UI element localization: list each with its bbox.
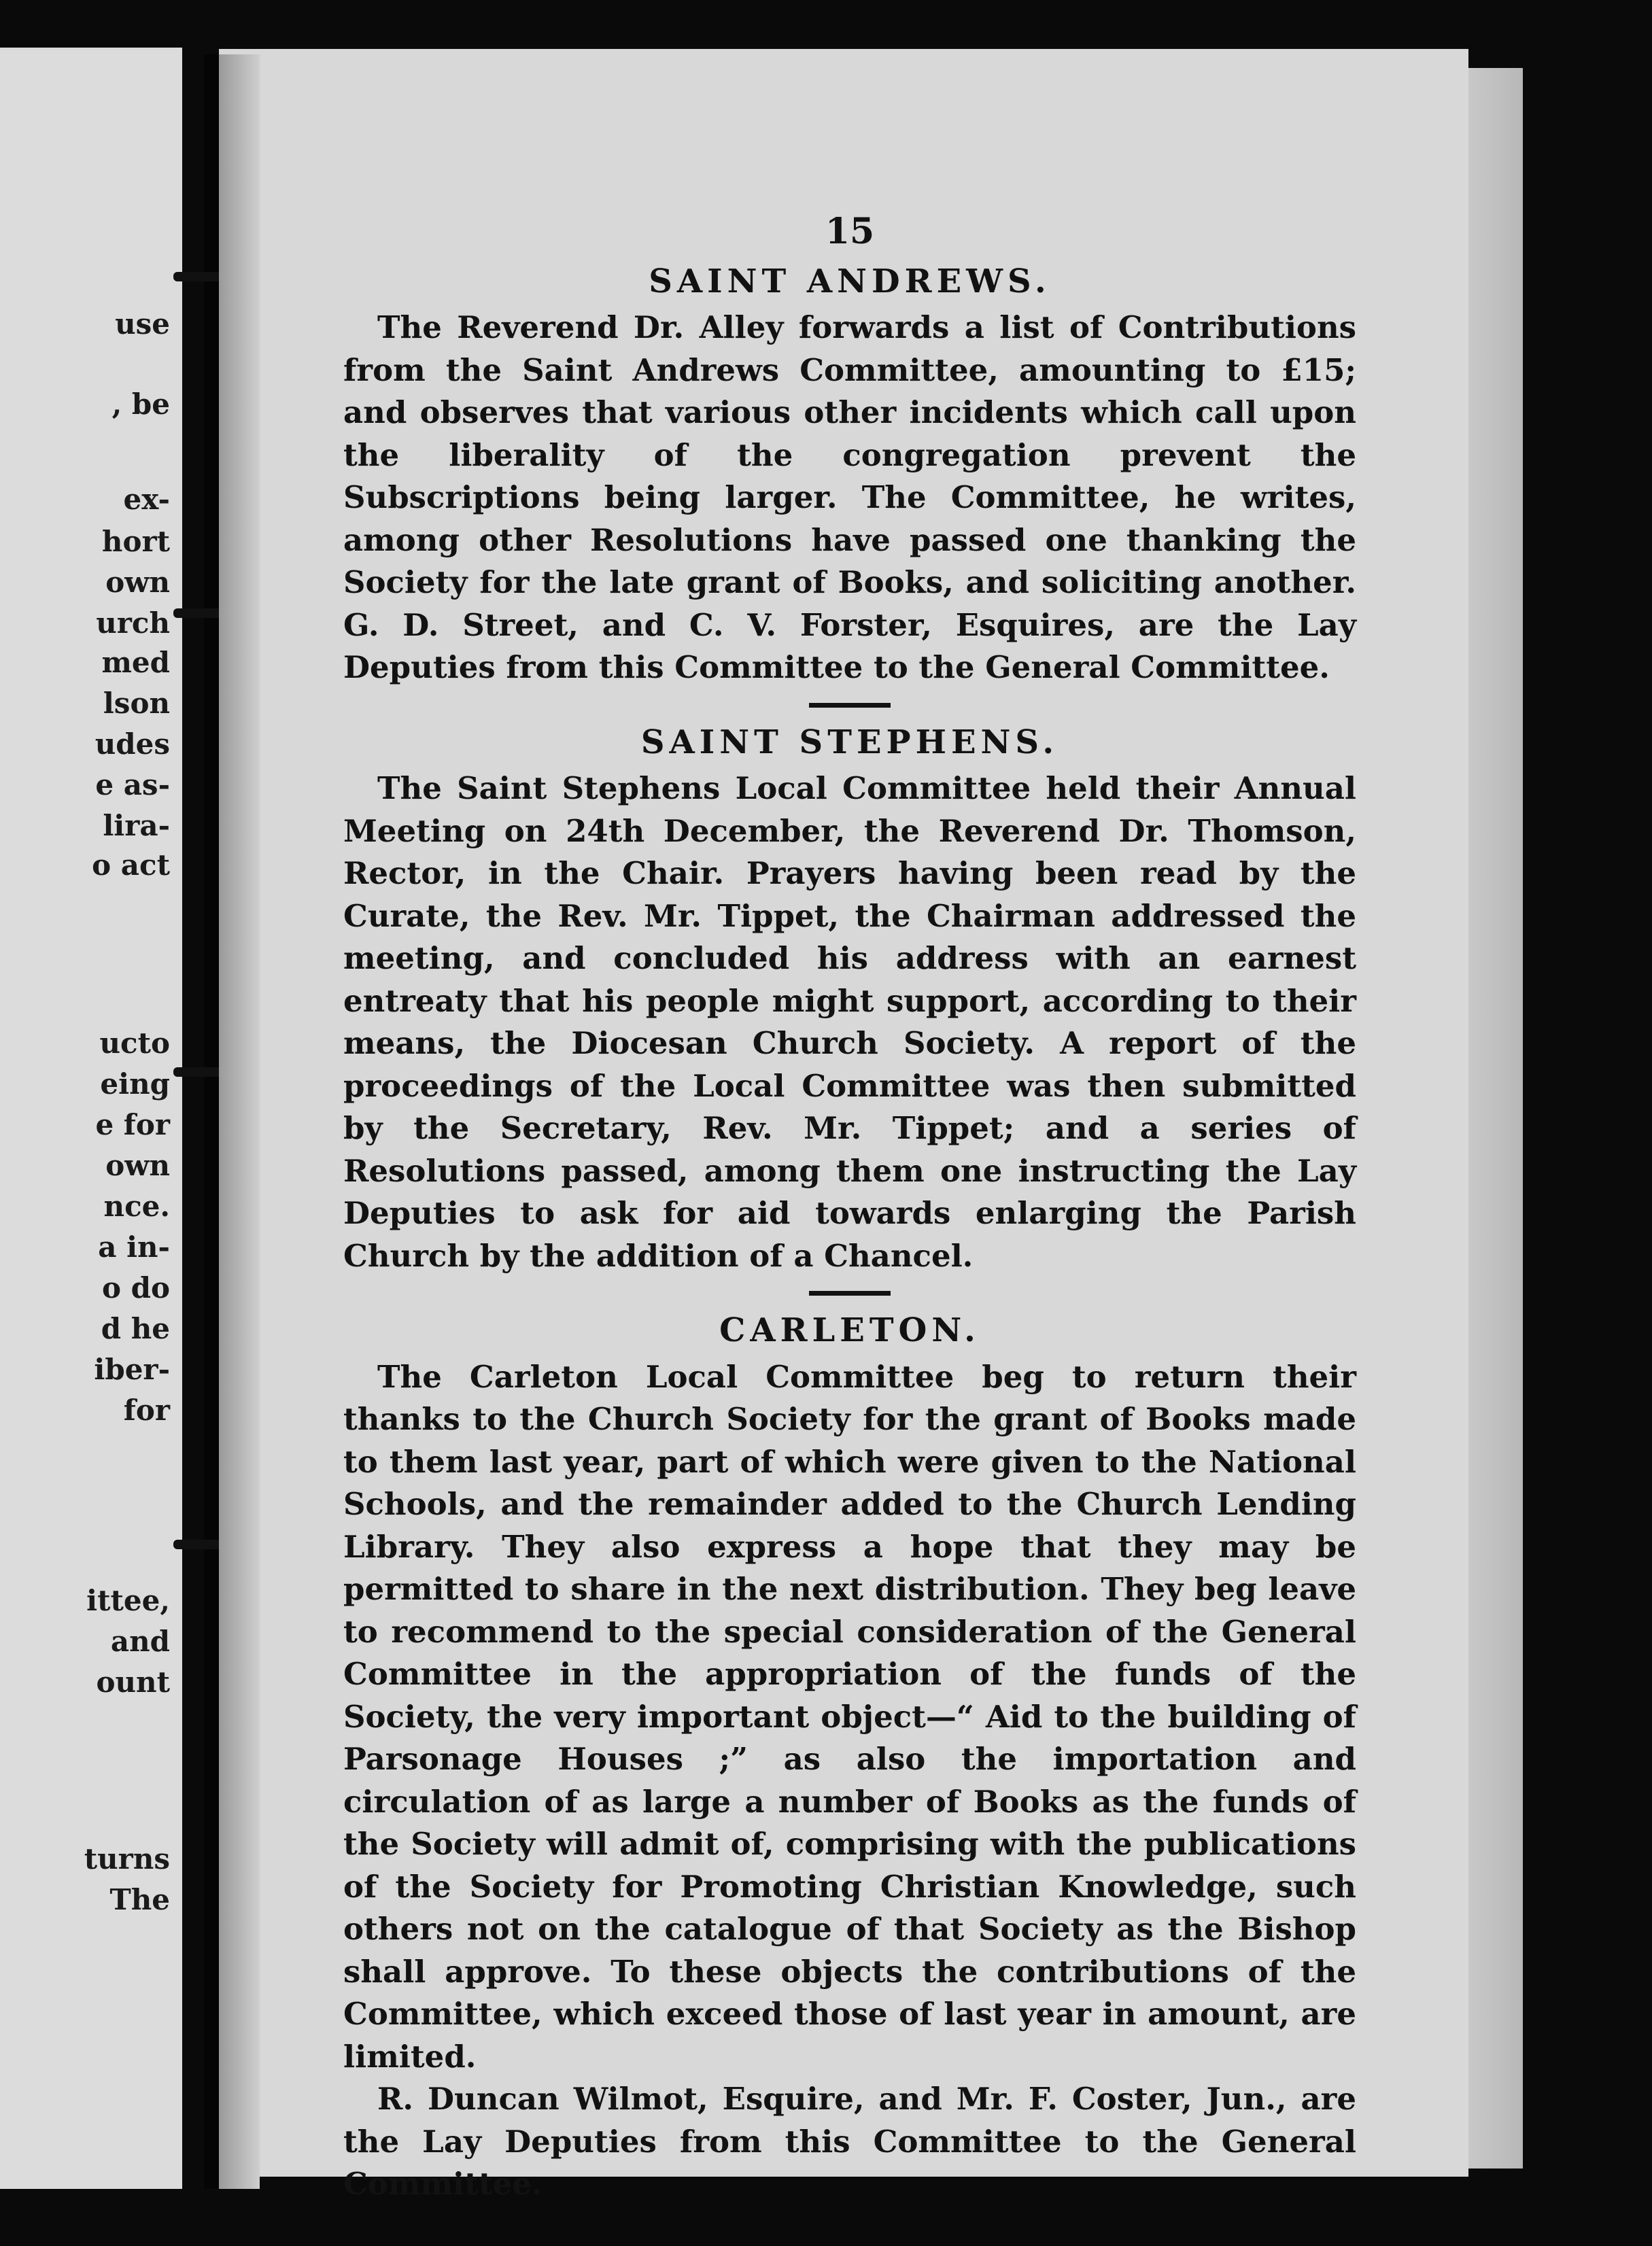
page-edge — [1468, 68, 1523, 2169]
section-divider — [809, 1291, 891, 1296]
left-fragment: e for — [95, 1108, 170, 1141]
left-page-margin — [0, 48, 182, 2189]
left-fragment: o act — [92, 848, 170, 882]
left-fragment: , be — [111, 387, 170, 421]
left-fragment: nce. — [103, 1190, 170, 1223]
gutter-shadow — [219, 54, 260, 2189]
left-fragment: iber- — [94, 1353, 170, 1386]
section-heading-saint-andrews: SAINT ANDREWS. — [649, 262, 1051, 300]
section-paragraph: The Reverend Dr. Alley forwards a list of Contributions from the Saint Andrews Committee, amounting to £15; and observes that various other incidents which call upon the liberality of the congregation prevent the Subscriptions being larger. The Committee, he writes, among other Resolutions have passed one thanking the Society for the late grant of Books, and soliciting another. G. D. Street, and C. V. Forster, Esquires, are the Lay Deputies from this Committee to the General Committee. — [343, 309, 1356, 685]
page-text — [343, 211, 1356, 2206]
left-fragment: lson — [103, 687, 170, 720]
left-fragment: The — [109, 1883, 170, 1916]
left-fragment: hort — [101, 525, 170, 558]
left-page-text-fragments — [0, 48, 182, 2189]
left-fragment: ount — [96, 1665, 170, 1699]
left-fragment: ittee, — [86, 1584, 170, 1617]
left-fragment: and — [110, 1625, 170, 1658]
left-fragment: d he — [101, 1312, 170, 1345]
left-fragment: own — [105, 566, 170, 599]
left-fragment: e as- — [95, 768, 170, 801]
section-paragraph: The Saint Stephens Local Committee held their Annual Meeting on 24th December, the Reverend Dr. Thomson, Rector, in the Chair. Prayers having been read by the Curate, the Rev. Mr. Tippet, the Chairman addressed the meeting, and concluded his address with an earnest entreaty that his people might support, according to their means, the Diocesan Church Society. A report of the proceedings of the Local Committee was then submitted by the Secretary, Rev. Mr. Tippet; and a series of Resolutions passed, among them one instructing the Lay Deputies to ask for aid towards enlarging the Parish Church by the addition of a Chancel. — [343, 770, 1356, 1274]
left-fragment: own — [105, 1149, 170, 1182]
page-number: 15 — [825, 211, 875, 252]
left-fragment: a in- — [98, 1230, 170, 1264]
section-paragraph: The Carleton Local Committee beg to return their thanks to the Church Society for the grant of Books made to them last year, part of which were given to the National Schools, and the remainder added to the Church Lending Library. They also express a hope that they may be permitted to share in the next distribution. They beg leave to recommend to the special consideration of the General Committee in the appropriation of the funds of the Society, the very important object—“ Aid to the building of Parsonage Houses ;” as also the importation and circulation of as large a number of Books as the funds of the Society will admit of, comprising with the publications of the Society for Promoting Christian Knowledge, such others not on the catalogue of that Society as the Bishop shall approve. To these objects the contributions of the Committee, which exceed those of last year in amount, are limited. — [343, 1358, 1356, 2075]
left-fragment: ucto — [99, 1026, 170, 1060]
left-fragment: for — [123, 1394, 170, 1427]
left-fragment: ex- — [123, 483, 170, 516]
section-divider — [809, 703, 891, 708]
section-heading-carleton: CARLETON. — [719, 1311, 980, 1349]
left-fragment: udes — [94, 727, 170, 761]
left-fragment: eing — [100, 1067, 170, 1101]
left-fragment: o do — [101, 1271, 170, 1305]
binding-gutter — [204, 54, 219, 2189]
left-fragment: urch — [96, 606, 170, 640]
left-fragment: turns — [84, 1842, 170, 1876]
left-fragment: med — [101, 646, 170, 679]
section-paragraph: R. Duncan Wilmot, Esquire, and Mr. F. Coster, Jun., are the Lay Deputies from this Committee to the General Committee. — [343, 2081, 1356, 2202]
left-fragment: lira- — [103, 809, 170, 842]
left-fragment: use — [115, 307, 170, 341]
section-heading-saint-stephens: SAINT STEPHENS. — [640, 723, 1059, 761]
